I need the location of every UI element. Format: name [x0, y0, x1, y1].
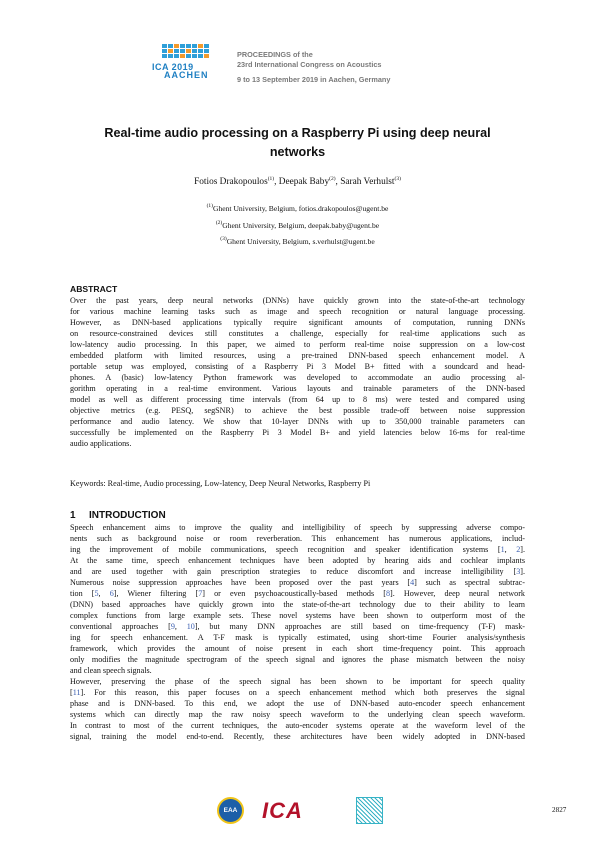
body-text: signal, training the model end-to-end. Recently, these architectures have been widely adopted in DNN-based	[70, 732, 525, 741]
body-line	[70, 676, 525, 687]
body-line	[70, 533, 525, 544]
body-text: ing the improvement of mobile communications, speech recognition and speaker identification systems [	[70, 545, 501, 554]
body-text: ,	[504, 545, 517, 554]
citation-link[interactable]: 7	[198, 589, 203, 598]
author-separator: ,	[335, 177, 341, 187]
abstract-body	[70, 295, 525, 449]
citation-link[interactable]: 5	[94, 589, 99, 598]
affiliation	[60, 220, 535, 230]
body-line	[70, 621, 525, 632]
author-mark: (1)	[267, 176, 275, 182]
abstract-line: low-latency audio processing. In this paper, we aimed to perform real-time noise suppression on a low-cost	[70, 340, 525, 349]
author-name: Fotios Drakopoulos	[194, 177, 268, 187]
body-text: nents such as background noise or room reverberation. This enhancement has numerous applications, includ-	[70, 534, 525, 543]
body-text: ,	[174, 622, 187, 631]
ica-logo	[262, 798, 324, 824]
abstract-heading: ABSTRACT	[70, 284, 118, 294]
abstract-line: phones. A (basic) low-latency Python framework was developed to accommodate an audio processing al-	[70, 373, 525, 382]
body-text: phase and is DNN-based. To this end, we adopt the use of DNN-based auto-encoder speech enhancement	[70, 699, 525, 708]
section-number: 1	[70, 510, 76, 521]
body-line	[70, 731, 525, 742]
body-line	[70, 687, 525, 698]
body-line	[70, 566, 525, 577]
citation-link[interactable]: 3	[516, 567, 521, 576]
body-text: At the same time, speech enhancement techniques have been adopted by hearing aids and cochlear implants	[70, 556, 525, 565]
abstract-line: Over the past years, deep neural networks (DNNs) have quickly grown into the state-of-the-art technology	[70, 296, 525, 305]
author-mark: (2)	[329, 176, 336, 182]
ica-2019-aachen-logo	[152, 44, 228, 94]
abstract-line: successfully be implemented on the Raspberry Pi 3 Model B+ and yield latencies below 16-ms for real-time	[70, 428, 525, 437]
conference-dates: 9 to 13 September 2019 in Aachen, Germany	[237, 75, 391, 84]
logo-pattern-icon	[162, 44, 228, 58]
section-title: INTRODUCTION	[89, 510, 166, 521]
body-text: ing for speech enhancement. A T-F mask is typically estimated, using short-time Fourier analysis/synthesis	[70, 633, 525, 642]
section-heading	[70, 510, 166, 521]
body-line	[70, 555, 525, 566]
abstract-line: gorithm operating in a real-time environment. Various layouts and trainable parameters of the DNN-based	[70, 384, 525, 393]
eaa-logo: EAA	[217, 797, 244, 824]
author-list	[60, 176, 535, 187]
author-name: Sarah Verhulst	[340, 177, 395, 187]
body-text: only modifies the magnitude spectrogram of the speech signal and ignores the phase mismatch between the noisy	[70, 655, 525, 664]
affiliation	[60, 236, 535, 246]
body-text: ]. For this reason, this paper focuses on a speech enhancement method which both preserves the signal	[80, 688, 525, 697]
body-line	[70, 588, 525, 599]
proceedings-line2: 23rd International Congress on Acoustics	[237, 59, 382, 69]
abstract-line: objective metrics (e.g. PESQ, segSNR) to achieve the best possible trade-off between noise suppression	[70, 406, 525, 415]
paper-title	[60, 124, 535, 162]
abstract-line: portable setup was employed, consisting of a Raspberry Pi 3 Model B+ fitted with a soundcard and head-	[70, 362, 525, 371]
abstract-line: However, as DNN-based applications typically require significant amounts of computation, running DNNs	[70, 318, 525, 327]
keywords: Keywords: Real-time, Audio processing, Low-latency, Deep Neural Networks, Raspberry Pi	[70, 479, 371, 488]
body-line	[70, 709, 525, 720]
affiliation-text: Ghent University, Belgium, deepak.baby@ugent.be	[222, 221, 380, 230]
body-text: ,	[98, 589, 110, 598]
affiliation-text: Ghent University, Belgium, s.verhulst@ugent.be	[226, 237, 375, 246]
body-line	[70, 632, 525, 643]
body-text: Numerous noise suppression approaches have been proposed over the past years [	[70, 578, 411, 587]
page-number: 2827	[552, 806, 567, 814]
affiliation-mark: (2)	[215, 220, 223, 226]
body-line	[70, 698, 525, 709]
citation-link[interactable]: 4	[410, 578, 415, 587]
citation-link[interactable]: 10	[186, 622, 195, 631]
section-body	[70, 522, 525, 742]
citation-link[interactable]: 11	[72, 688, 81, 697]
citation-link[interactable]: 2	[516, 545, 521, 554]
author-name: Deepak Baby	[278, 177, 330, 187]
body-line	[70, 610, 525, 621]
logo-city-text: AACHEN	[164, 70, 209, 80]
abstract-line: for various machine learning tasks such as image and speech recognition or natural language processing.	[70, 307, 525, 316]
body-text: (DNN) based approaches have quickly grown into the state-of-the-art technology due to their ability to learn	[70, 600, 525, 609]
body-text: ], Wiener filtering [	[113, 589, 199, 598]
citation-link[interactable]: 6	[109, 589, 114, 598]
body-text: ], but many DNN approaches are still based on time-frequency (T-F) mask-	[194, 622, 526, 631]
body-text: tion [	[70, 589, 95, 598]
ica-logo-text: ICA	[262, 798, 303, 823]
logo-year-text: ICA 2019	[152, 62, 194, 72]
abstract-line: on resource-constrained devices still constitutes a challenge, especially for real-time applications such as	[70, 329, 525, 338]
citation-link[interactable]: 1	[500, 545, 505, 554]
proceedings-line1: PROCEEDINGS of the	[237, 50, 313, 59]
author-separator: ,	[274, 177, 279, 187]
title-line-1: Real-time audio processing on a Raspberry Pi using deep neural	[104, 126, 491, 140]
abstract-line: audio applications.	[70, 439, 132, 448]
body-line	[70, 522, 525, 533]
body-line	[70, 720, 525, 731]
body-text: and clean speech signals.	[70, 666, 152, 675]
abstract-line: performance and audio latency. We show that 10-layer DNNs with up to 350,000 trainable parameters can	[70, 417, 525, 426]
body-text: In contrast to most of the current techniques, the auto-encoder systems operate at the waveform level of the	[70, 721, 525, 730]
title-line-2: networks	[269, 145, 326, 159]
dega-logo-icon	[356, 797, 383, 824]
citation-link[interactable]: 9	[170, 622, 175, 631]
body-line	[70, 577, 525, 588]
author-mark: (3)	[394, 176, 401, 182]
abstract-line: embedded platform with limited resources, using a pre-trained DNN-based speech enhancement model. A	[70, 351, 525, 360]
body-text: systems which can directly map the raw noisy speech waveform to the underlying clean speech waveform.	[70, 710, 525, 719]
body-text: ] or even psychoacoustically-based methods [	[202, 589, 386, 598]
body-text: conventional approaches [	[70, 622, 171, 631]
body-text: However, preserving the phase of the speech signal has been shown to be important for speech quality	[70, 677, 525, 686]
body-text: ].	[520, 545, 526, 554]
body-text: and are used together with gain prescription strategies to reduce discomfort and increase intelligibility [	[70, 567, 517, 576]
affiliation-text: Ghent University, Belgium, fotios.drakopoulos@ugent.be	[212, 204, 389, 213]
body-text: [	[70, 688, 73, 697]
affiliation-mark: (3)	[220, 236, 227, 242]
affiliation	[60, 203, 535, 213]
body-line	[70, 544, 525, 555]
body-text: ].	[520, 567, 525, 576]
body-line	[70, 665, 525, 676]
body-line	[70, 654, 525, 665]
body-line	[70, 643, 525, 654]
abstract-line: model as well as different processing time intervals (from 64 up to 8 ms) were tested and compared using	[70, 395, 525, 404]
body-text: ] such as spectral subtrac-	[414, 578, 525, 587]
body-text: ]. However, deep neural network	[390, 589, 525, 598]
body-text: framework, which provides the amount of noise present in each short time-frequency point. This approach	[70, 644, 525, 653]
body-text: complex functions from large example sets. These novel systems have been shown to outperform most of the	[70, 611, 525, 620]
body-text: Speech enhancement aims to improve the quality and intelligibility of speech by suppressing adverse compo-	[70, 523, 525, 532]
proceedings-header	[237, 50, 390, 85]
citation-link[interactable]: 8	[385, 589, 391, 598]
body-line	[70, 599, 525, 610]
affiliation-mark: (1)	[206, 203, 213, 209]
